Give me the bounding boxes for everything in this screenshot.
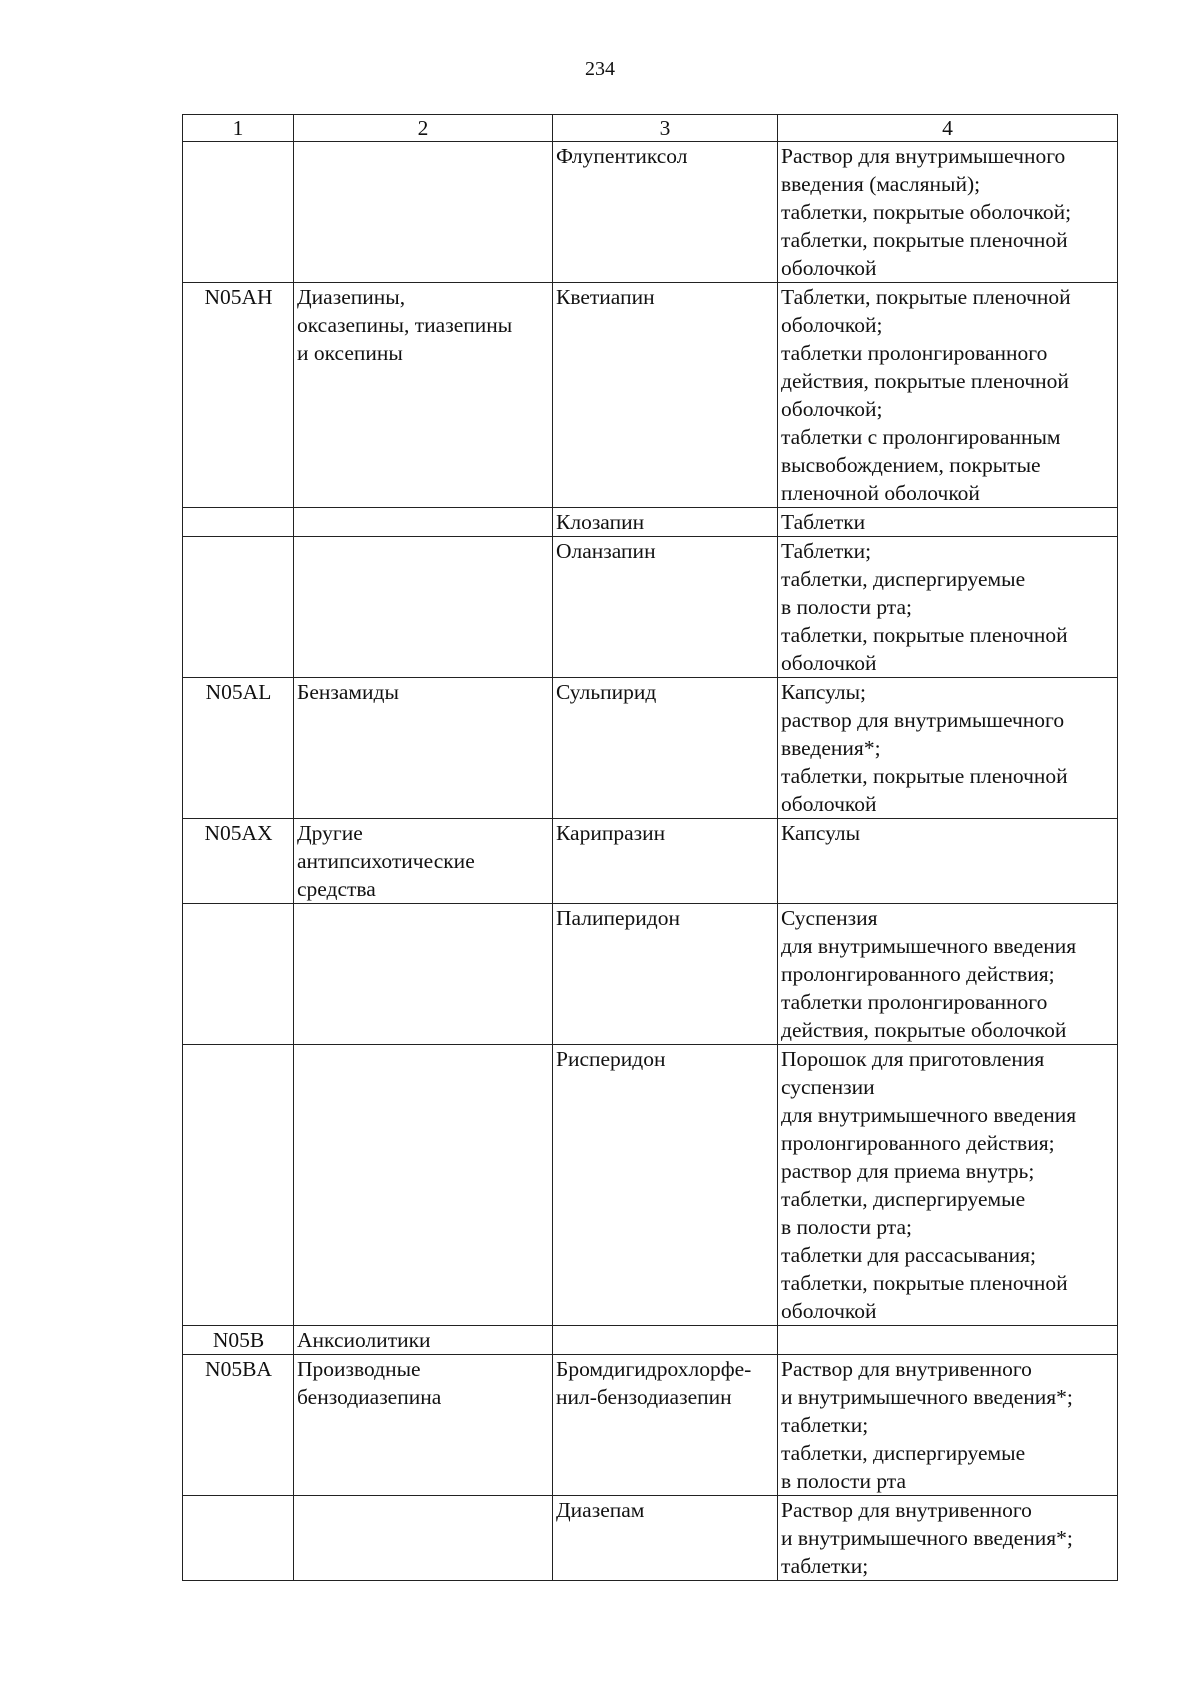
column-header-group: 2 [294, 115, 553, 142]
drug-name-cell: Бромдигидрохлорфе- нил-бензодиазепин [553, 1355, 778, 1496]
group-cell [294, 1045, 553, 1326]
dosage-forms-cell [778, 1326, 1118, 1355]
table-row [183, 537, 1118, 678]
dosage-forms-cell: Таблетки [778, 508, 1118, 537]
atc-code-cell [183, 1496, 294, 1581]
group-cell [294, 142, 553, 283]
drug-name-cell [553, 1326, 778, 1355]
table-row [183, 1355, 1118, 1496]
group-cell: Диазепины, оксазепины, тиазепины и оксепины [294, 283, 553, 508]
group-cell: Производные бензодиазепина [294, 1355, 553, 1496]
group-cell [294, 537, 553, 678]
group-cell: Другие антипсихотические средства [294, 819, 553, 904]
dosage-forms-cell: Капсулы; раствор для внутримышечного введения*; таблетки, покрытые пленочной оболочкой [778, 678, 1118, 819]
group-cell: Бензамиды [294, 678, 553, 819]
column-header-drug: 3 [553, 115, 778, 142]
group-cell [294, 1496, 553, 1581]
table-row [183, 142, 1118, 283]
atc-code-cell [183, 904, 294, 1045]
dosage-forms-cell: Таблетки, покрытые пленочной оболочкой; таблетки пролонгированного действия, покрытые пленочной оболочкой; таблетки с пролонгированным высвобождением, покрытые пленочной оболочкой [778, 283, 1118, 508]
dosage-forms-cell: Таблетки; таблетки, диспергируемые в полости рта; таблетки, покрытые пленочной оболочкой [778, 537, 1118, 678]
drug-table [182, 114, 1118, 1581]
table-row [183, 904, 1118, 1045]
drug-name-cell: Оланзапин [553, 537, 778, 678]
drug-name-cell: Клозапин [553, 508, 778, 537]
atc-code-cell [183, 537, 294, 678]
drug-name-cell: Кветиапин [553, 283, 778, 508]
dosage-forms-cell: Раствор для внутривенного и внутримышечного введения*; таблетки; [778, 1496, 1118, 1581]
table-row [183, 1045, 1118, 1326]
drug-name-cell: Флупентиксол [553, 142, 778, 283]
drug-name-cell: Диазепам [553, 1496, 778, 1581]
drug-name-cell: Рисперидон [553, 1045, 778, 1326]
column-header-code: 1 [183, 115, 294, 142]
atc-code-cell: N05BA [183, 1355, 294, 1496]
atc-code-cell [183, 508, 294, 537]
table-row [183, 283, 1118, 508]
group-cell: Анксиолитики [294, 1326, 553, 1355]
drug-name-cell: Сульпирид [553, 678, 778, 819]
table-row [183, 678, 1118, 819]
atc-code-cell [183, 1045, 294, 1326]
atc-code-cell: N05AX [183, 819, 294, 904]
drug-name-cell: Карипразин [553, 819, 778, 904]
column-header-forms: 4 [778, 115, 1118, 142]
group-cell [294, 904, 553, 1045]
dosage-forms-cell: Раствор для внутримышечного введения (масляный); таблетки, покрытые оболочкой; таблетки, покрытые пленочной оболочкой [778, 142, 1118, 283]
page-number: 234 [585, 58, 615, 80]
table-row [183, 1326, 1118, 1355]
table-row [183, 1496, 1118, 1581]
dosage-forms-cell: Капсулы [778, 819, 1118, 904]
drug-name-cell: Палиперидон [553, 904, 778, 1045]
dosage-forms-cell: Порошок для приготовления суспензии для внутримышечного введения пролонгированного действия; раствор для приема внутрь; таблетки, диспергируемые в полости рта; таблетки для рассасывания; таблетки, покрытые пленочной оболочкой [778, 1045, 1118, 1326]
atc-code-cell: N05B [183, 1326, 294, 1355]
table-row [183, 819, 1118, 904]
group-cell [294, 508, 553, 537]
atc-code-cell: N05AH [183, 283, 294, 508]
table-row [183, 508, 1118, 537]
dosage-forms-cell: Раствор для внутривенного и внутримышечного введения*; таблетки; таблетки, диспергируемые в полости рта [778, 1355, 1118, 1496]
dosage-forms-cell: Суспензия для внутримышечного введения пролонгированного действия; таблетки пролонгированного действия, покрытые оболочкой [778, 904, 1118, 1045]
table-header-row [183, 115, 1118, 142]
atc-code-cell: N05AL [183, 678, 294, 819]
atc-code-cell [183, 142, 294, 283]
